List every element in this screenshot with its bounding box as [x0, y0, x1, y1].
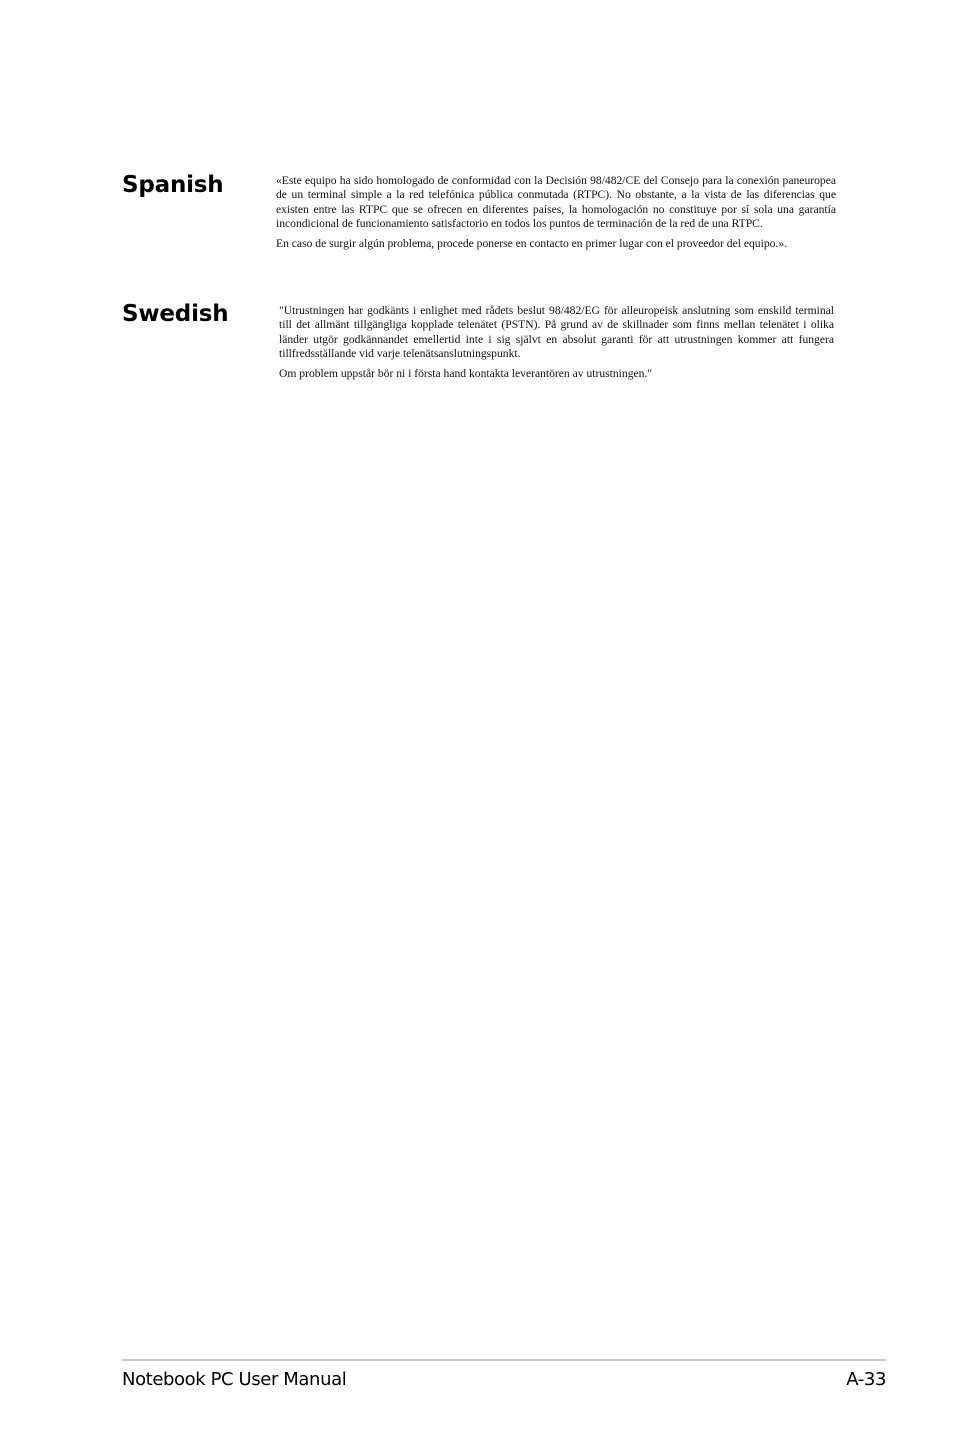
paragraph: Om problem uppstår bör ni i första hand kontakta leverantören av utrustningen.": [279, 366, 653, 380]
paragraph: «Este equipo ha sido homologado de conformidad con la Decisión 98/482/CE del Consejo para la conexión paneuropea de un terminal simple a la red telefónica pública conmutada (RTPC). No obstante, a la vista de las diferencias que existen entre las RTPC que se ofrecen en diferentes países, la homologación no constituye por sí sola una garantía incondicional de funcionamiento satisfactorio en todos los puntos de terminación de la red de una RTPC.: [276, 174, 836, 231]
section-heading-spanish: Spanish: [122, 172, 224, 198]
footer-manual-title: Notebook PC User Manual: [122, 1369, 347, 1390]
footer-divider: [122, 1359, 886, 1361]
section-body-swedish: [279, 304, 834, 386]
paragraph: En caso de surgir algún problema, procede ponerse en contacto en primer lugar con el proveedor del equipo.».: [276, 236, 788, 250]
section-body-spanish: [276, 174, 836, 256]
section-heading-swedish: Swedish: [122, 301, 229, 327]
footer-page-number: A-33: [846, 1369, 886, 1390]
paragraph: "Utrustningen har godkänts i enlighet med rådets beslut 98/482/EG för alleuropeisk anslutning som enskild terminal till det allmänt tillgängliga kopplade telenätet (PSTN). På grund av de skillnader som finns mellan telenätet i olika länder utgör godkännandet emellertid inte i sig självt en absolut garanti för att utrustningen kommer att fungera tillfredsställande vid varje telenätsanslutningspunkt.: [279, 304, 834, 361]
